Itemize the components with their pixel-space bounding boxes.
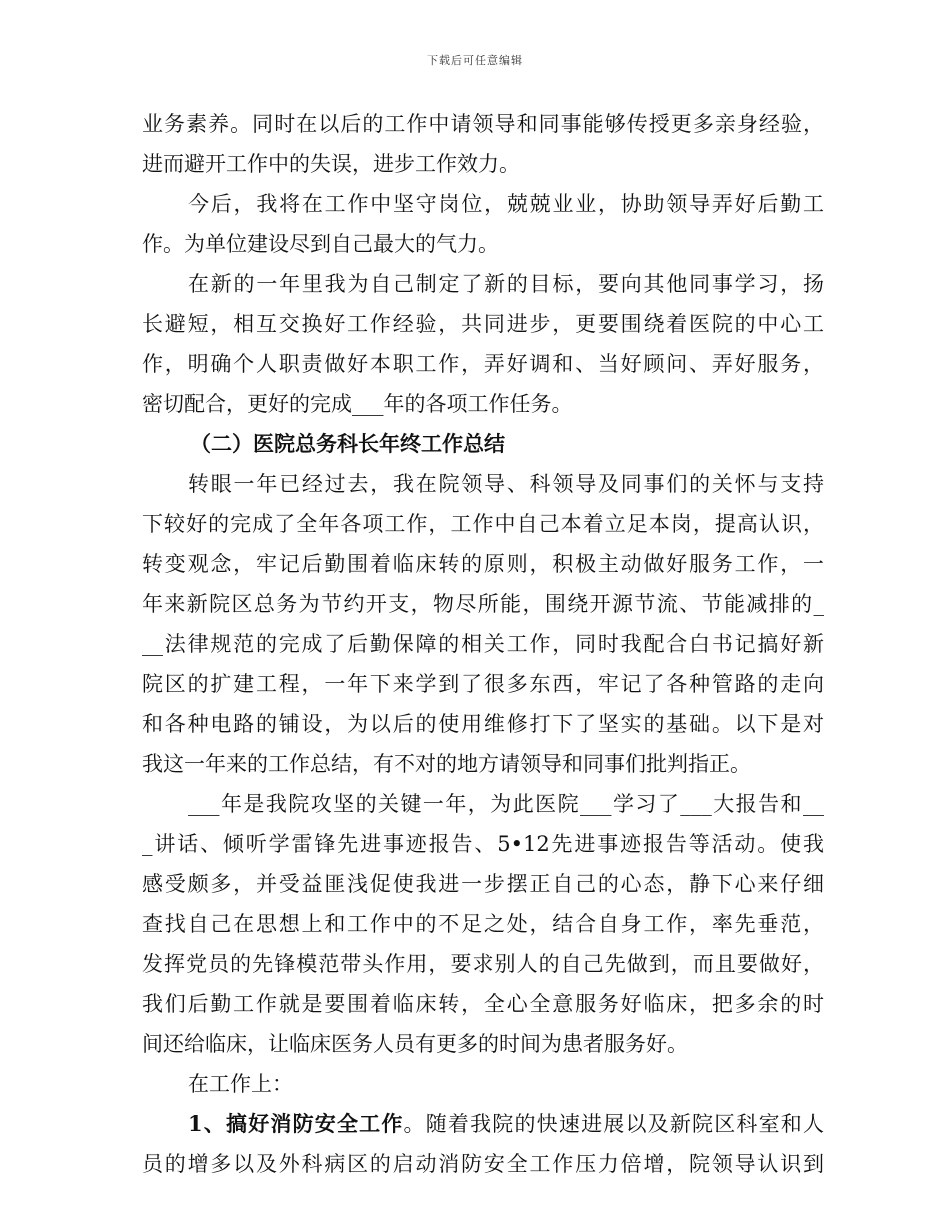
- text-line: 作，明确个人职责做好本职工作，弄好调和、当好顾问、弄好服务，: [142, 352, 824, 376]
- text-line: _讲话、倾听学雷锋先进事迹报告、5•12先进事迹报告等活动。使我: [142, 832, 824, 856]
- page-header: 下载后可任意编辑: [427, 54, 523, 67]
- text-line: 员的增多以及外科病区的启动消防安全工作压力倍增，院领导认识到: [142, 1152, 824, 1176]
- text-line: 业务素养。同时在以后的工作中请领导和同事能够传授更多亲身经验，: [142, 112, 824, 136]
- bold-lead-text: 1、搞好消防安全工作: [188, 1111, 404, 1136]
- document-body: [142, 104, 824, 1184]
- text-line: 作。为单位建设尽到自己最大的气力。: [142, 232, 499, 256]
- text-line: 今后，我将在工作中坚守岗位，兢兢业业，协助领导弄好后勤工: [188, 192, 824, 216]
- text-line: __法律规范的完成了后勤保障的相关工作，同时我配合白书记搞好新: [142, 632, 824, 656]
- text-line: 发挥党员的先锋模范带头作用，要求别人的自己先做到，而且要做好，: [142, 952, 824, 976]
- text-line: 年来新院区总务为节约开支，物尽所能，围绕开源节流、节能减排的_: [142, 592, 824, 616]
- text-line: 和各种电路的铺设，为以后的使用维修打下了坚实的基础。以下是对: [142, 712, 824, 736]
- text-line: 查找自己在思想上和工作中的不足之处，结合自身工作，率先垂范，: [142, 912, 824, 936]
- section-heading: （二）医院总务科长年终工作总结: [190, 431, 505, 456]
- text-line: 长避短，相互交换好工作经验，共同进步，更要围绕着医院的中心工: [142, 312, 824, 336]
- text-line: 在工作上：: [188, 1072, 293, 1096]
- text-span: 。随着我院的快速进展以及新院区科室和人: [403, 1112, 824, 1136]
- text-line: 感受颇多，并受益匪浅促使我进一步摆正自己的心态，静下心来仔细: [142, 872, 824, 896]
- text-line: 我这一年来的工作总结，有不对的地方请领导和同事们批判指正。: [142, 752, 751, 776]
- text-line: 进而避开工作中的失误，进步工作效力。: [142, 152, 520, 176]
- text-line: 间还给临床，让临床医务人员有更多的时间为患者服务好。: [142, 1032, 688, 1056]
- text-line: 密切配合，更好的完成___年的各项工作任务。: [142, 392, 573, 416]
- text-line: [142, 1104, 824, 1144]
- text-line: 转眼一年已经过去，我在院领导、科领导及同事们的关怀与支持: [188, 472, 824, 496]
- text-line: 我们后勤工作就是要围着临床转，全心全意服务好临床，把多余的时: [142, 992, 824, 1016]
- text-line: 院区的扩建工程，一年下来学到了很多东西，牢记了各种管路的走向: [142, 672, 824, 696]
- text-line: 转变观念，牢记后勤围着临床转的原则，积极主动做好服务工作，一: [142, 552, 824, 576]
- text-line: ___年是我院攻坚的关键一年，为此医院___学习了___大报告和__: [188, 792, 824, 816]
- text-line: 在新的一年里我为自己制定了新的目标，要向其他同事学习，扬: [188, 272, 824, 296]
- text-line: 下较好的完成了全年各项工作，工作中自己本着立足本岗，提高认识，: [142, 512, 824, 536]
